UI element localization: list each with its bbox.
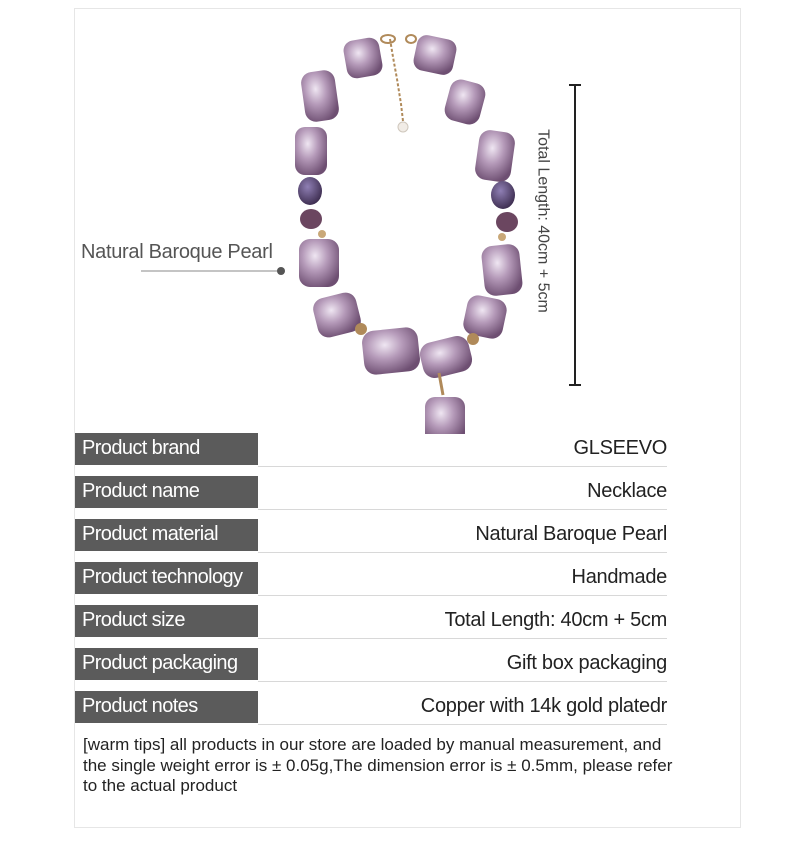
spec-value: Natural Baroque Pearl bbox=[475, 523, 667, 545]
spec-label: Product packaging bbox=[75, 648, 258, 680]
spec-row-notes bbox=[75, 691, 667, 723]
product-image bbox=[75, 9, 740, 434]
spec-label: Product technology bbox=[75, 562, 258, 594]
spec-row-brand bbox=[75, 433, 667, 465]
spec-value: Necklace bbox=[587, 480, 667, 502]
divider bbox=[258, 466, 667, 467]
spec-label: Product name bbox=[75, 476, 258, 508]
divider bbox=[258, 509, 667, 510]
spec-value: Copper with 14k gold platedr bbox=[420, 695, 667, 717]
spec-label: Product material bbox=[75, 519, 258, 551]
divider bbox=[258, 595, 667, 596]
spec-value: GLSEEVO bbox=[573, 437, 667, 459]
spec-label: Product notes bbox=[75, 691, 258, 723]
spec-row-packaging bbox=[75, 648, 667, 680]
pearl-beads bbox=[295, 33, 524, 434]
spec-label: Product brand bbox=[75, 433, 258, 465]
spec-row-material bbox=[75, 519, 667, 551]
spec-row-technology bbox=[75, 562, 667, 594]
material-callout: Natural Baroque Pearl bbox=[81, 241, 273, 263]
spec-value: Total Length: 40cm + 5cm bbox=[444, 609, 667, 631]
warm-tips-text: [warm tips] all products in our store are loaded by manual measurement, and the single weight error is ± 0.05g,The dimension error is ± 0.5mm, please refer to the actual product bbox=[83, 735, 673, 795]
divider bbox=[258, 638, 667, 639]
spec-value: Gift box packaging bbox=[506, 652, 667, 674]
callout-dot bbox=[277, 267, 285, 275]
divider bbox=[258, 724, 667, 725]
divider bbox=[258, 552, 667, 553]
divider bbox=[258, 681, 667, 682]
spec-row-size bbox=[75, 605, 667, 637]
spec-value: Handmade bbox=[571, 566, 667, 588]
spec-label: Product size bbox=[75, 605, 258, 637]
dimension-label: Total Length: 40cm + 5cm bbox=[534, 129, 552, 313]
necklace-illustration bbox=[75, 9, 740, 434]
spec-row-name bbox=[75, 476, 667, 508]
product-info-card bbox=[74, 8, 741, 828]
